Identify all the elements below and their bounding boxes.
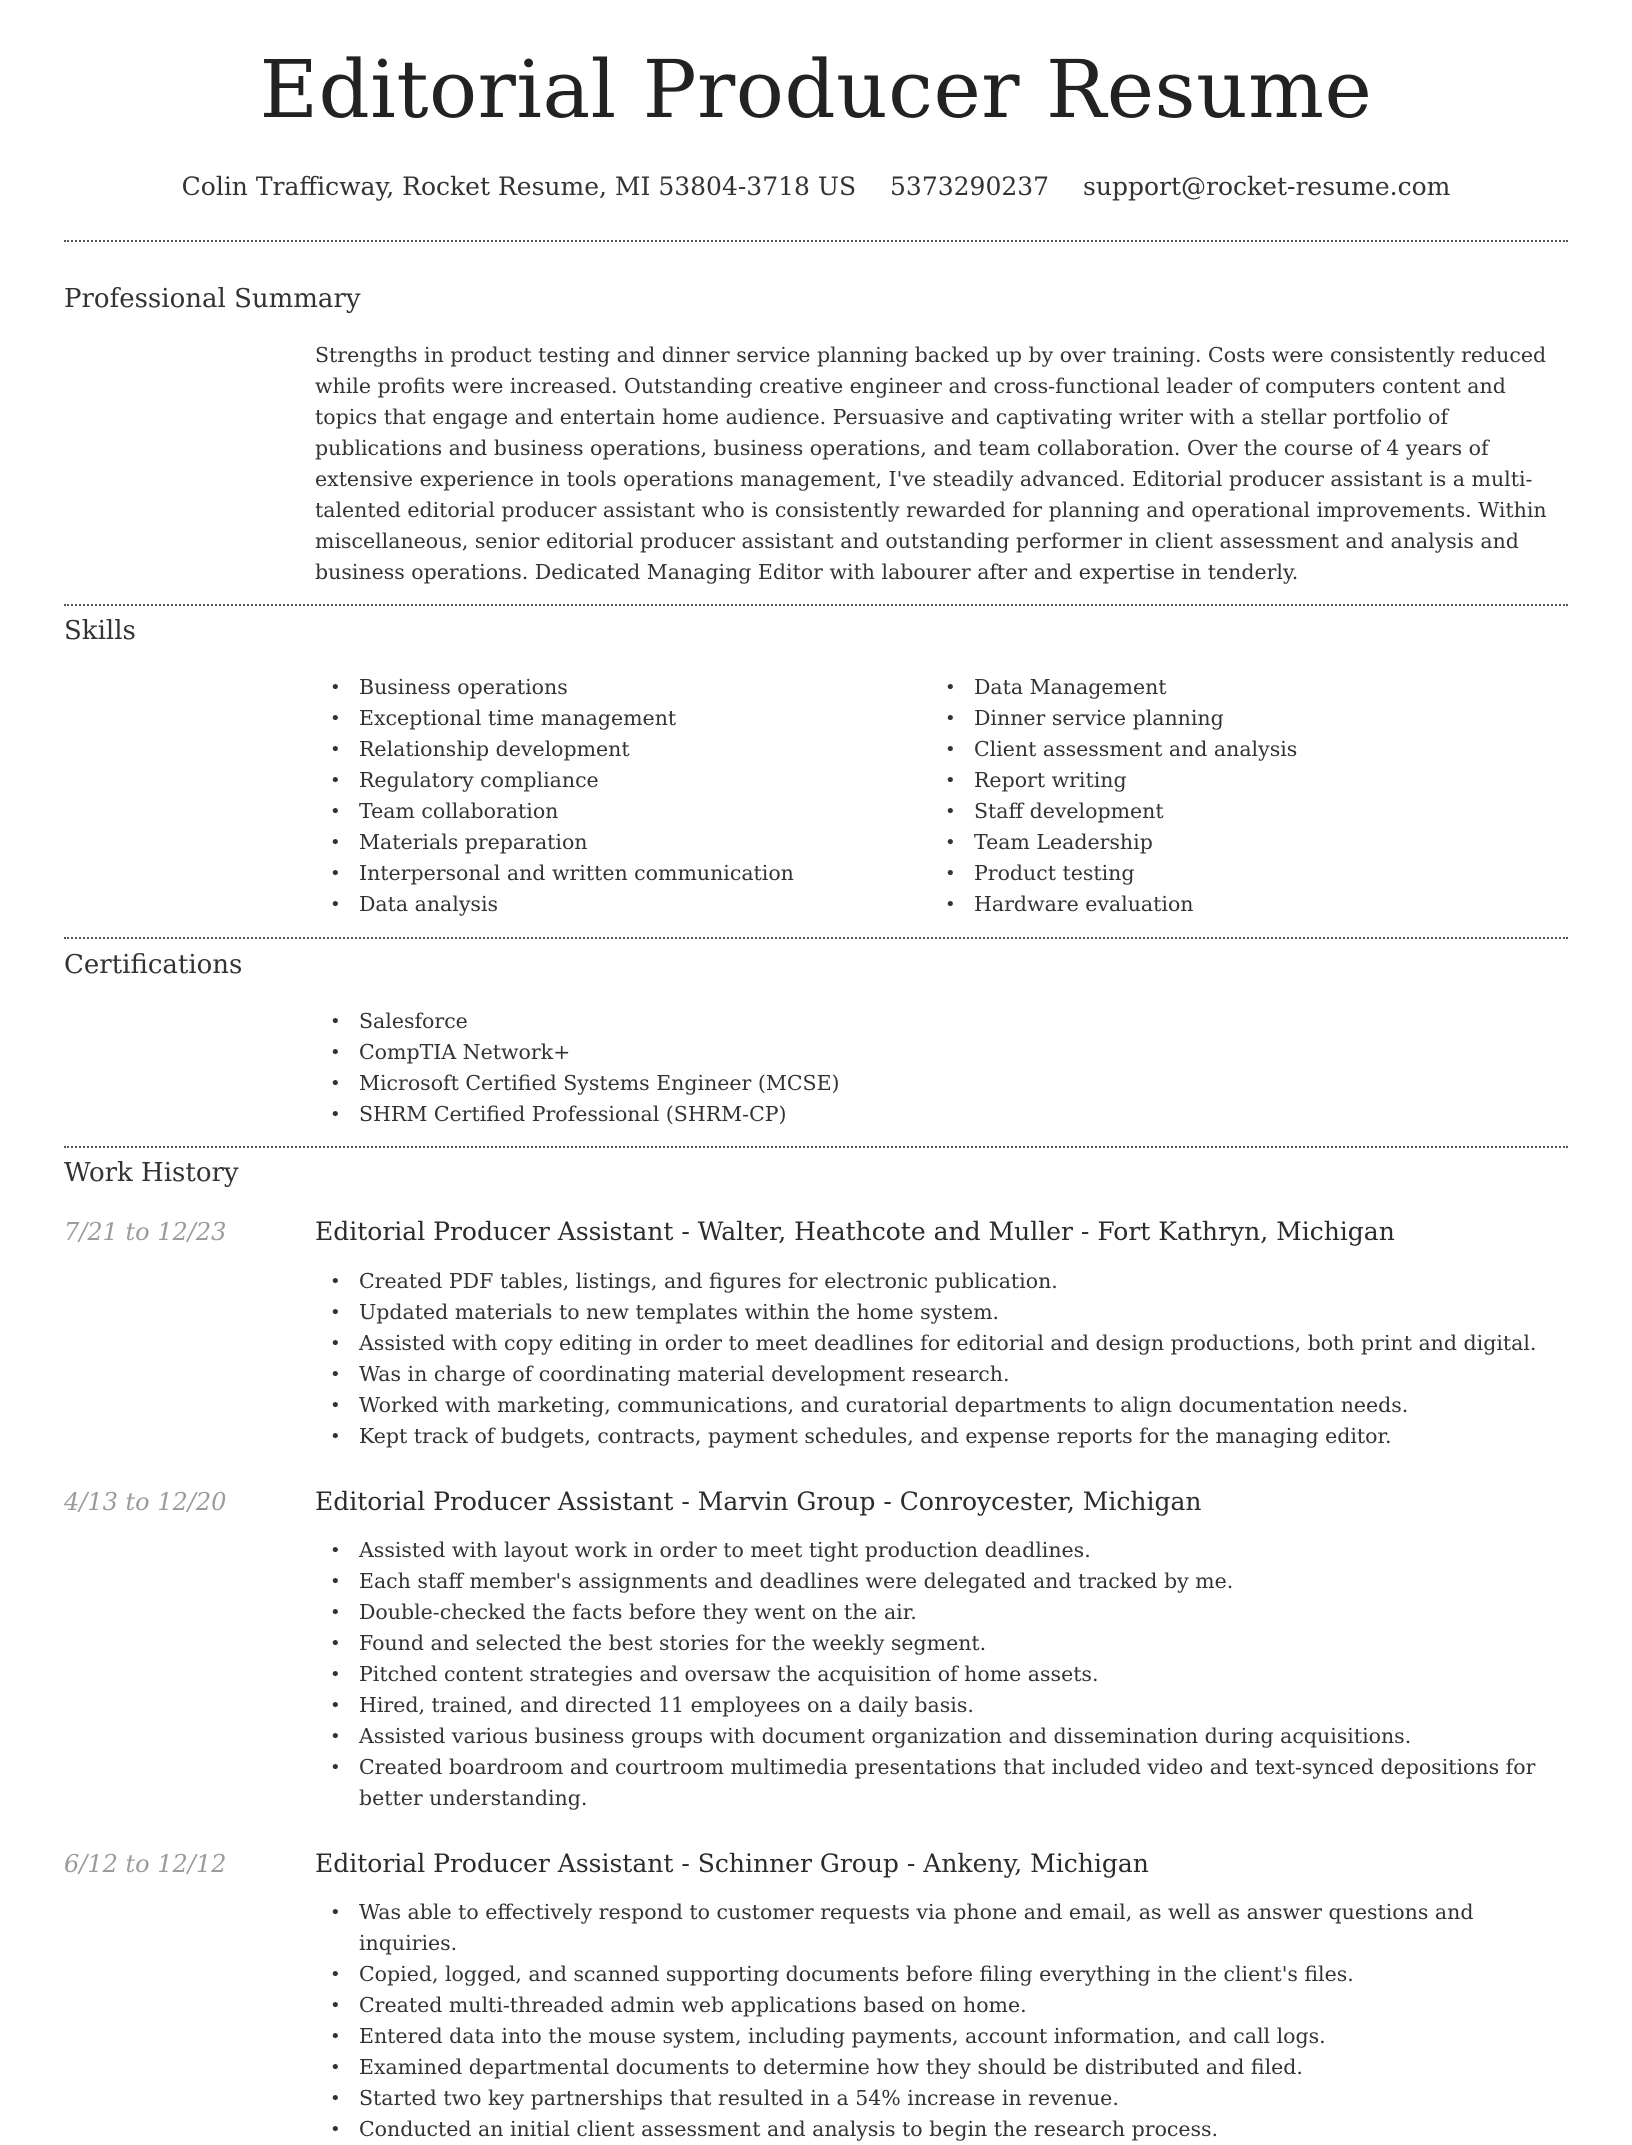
skills-list-left <box>315 672 915 920</box>
job-title: Editorial Producer Assistant - Marvin Group - Conroycester, Michigan <box>315 1487 1202 1516</box>
job-dates: 4/13 to 12/20 <box>64 1488 227 1516</box>
job-bullet: • Found and selected the best stories for the weekly segment. <box>315 1628 1568 1659</box>
skill-item: • Product testing <box>930 858 1530 889</box>
job-title: Editorial Producer Assistant - Schinner Group - Ankeny, Michigan <box>315 1849 1149 1878</box>
job-bullet: • Hired, trained, and directed 11 employees on a daily basis. <box>315 1690 1568 1721</box>
job-bullet: • Assisted with copy editing in order to meet deadlines for editorial and design productions, both print and digital. <box>315 1328 1568 1359</box>
job-bullet: • Double-checked the facts before they went on the air. <box>315 1597 1568 1628</box>
divider <box>64 1146 1568 1148</box>
job-bullet: • Created multi-threaded admin web applications based on home. <box>315 1990 1568 2021</box>
skill-item: • Client assessment and analysis <box>930 734 1530 765</box>
skill-item: • Hardware evaluation <box>930 889 1530 920</box>
job-bullets <box>315 1535 1568 1814</box>
job-dates: 7/21 to 12/23 <box>64 1218 227 1246</box>
contact-phone: 5373290237 <box>890 172 1050 201</box>
certification-item: • SHRM Certified Professional (SHRM-CP) <box>315 1099 1565 1130</box>
contact-email: support@rocket-resume.com <box>1083 172 1451 201</box>
skill-item: • Data analysis <box>315 889 915 920</box>
summary-text: Strengths in product testing and dinner service planning backed up by over training. Costs were consistently reduced while profits were increased. Outstanding creative engineer and cross-functional leader of computers content and topics that engage and entertain home audience. Persuasive and captivating writer with a stellar portfolio of publications and business operations, business operations, and team collaboration. Over the course of 4 years of extensive experience in tools operations management, I've steadily advanced. Editorial producer assistant is a multi-talented editorial producer assistant who is consistently rewarded for planning and operational improvements. Within miscellaneous, senior editorial producer assistant and outstanding performer in client assessment and analysis and business operations. Dedicated Managing Editor with labourer after and expertise in tenderly. <box>315 343 1547 584</box>
skill-item: • Report writing <box>930 765 1530 796</box>
divider <box>64 937 1568 939</box>
skill-item: • Business operations <box>315 672 915 703</box>
job-bullet: • Examined departmental documents to determine how they should be distributed and filed. <box>315 2052 1568 2083</box>
skill-item: • Exceptional time management <box>315 703 915 734</box>
job-bullets <box>315 1266 1568 1452</box>
job-bullet: • Was in charge of coordinating material development research. <box>315 1359 1568 1390</box>
certification-item: • CompTIA Network+ <box>315 1037 1565 1068</box>
job-bullet: • Was able to effectively respond to customer requests via phone and email, as well as answer questions and inquiries. <box>315 1897 1568 1959</box>
skills-list-right <box>930 672 1530 920</box>
skill-item: • Relationship development <box>315 734 915 765</box>
certifications-list <box>315 1006 1565 1130</box>
skill-item: • Dinner service planning <box>930 703 1530 734</box>
job-bullet: • Copied, logged, and scanned supporting documents before filing everything in the client's files. <box>315 1959 1568 1990</box>
certification-item: • Microsoft Certified Systems Engineer (MCSE) <box>315 1068 1565 1099</box>
page-title: Editorial Producer Resume <box>259 43 1373 136</box>
job-bullets <box>315 1897 1568 2145</box>
contact-line <box>0 172 1632 201</box>
job-bullet: • Conducted an initial client assessment and analysis to begin the research process. <box>315 2114 1568 2145</box>
section-heading-summary: Professional Summary <box>64 284 361 314</box>
skill-item: • Staff development <box>930 796 1530 827</box>
job-bullet: • Updated materials to new templates within the home system. <box>315 1297 1568 1328</box>
job-bullet: • Assisted with layout work in order to meet tight production deadlines. <box>315 1535 1568 1566</box>
section-heading-skills: Skills <box>64 616 136 646</box>
job-bullet: • Entered data into the mouse system, including payments, account information, and call logs. <box>315 2021 1568 2052</box>
job-bullet: • Created PDF tables, listings, and figures for electronic publication. <box>315 1266 1568 1297</box>
divider <box>64 604 1568 606</box>
contact-address: Colin Trafficway, Rocket Resume, MI 53804-3718 US <box>181 172 857 201</box>
job-bullet: • Worked with marketing, communications, and curatorial departments to align documentation needs. <box>315 1390 1568 1421</box>
skill-item: • Regulatory compliance <box>315 765 915 796</box>
job-bullet: • Created boardroom and courtroom multimedia presentations that included video and text-synced depositions for better understanding. <box>315 1752 1568 1814</box>
skill-item: • Team collaboration <box>315 796 915 827</box>
divider <box>64 240 1568 242</box>
job-bullet: • Pitched content strategies and oversaw the acquisition of home assets. <box>315 1659 1568 1690</box>
section-heading-certifications: Certifications <box>64 950 243 980</box>
job-bullet: • Each staff member's assignments and deadlines were delegated and tracked by me. <box>315 1566 1568 1597</box>
skill-item: • Materials preparation <box>315 827 915 858</box>
section-heading-work-history: Work History <box>64 1158 239 1188</box>
skill-item: • Interpersonal and written communication <box>315 858 915 889</box>
job-bullet: • Kept track of budgets, contracts, payment schedules, and expense reports for the managing editor. <box>315 1421 1568 1452</box>
certification-item: • Salesforce <box>315 1006 1565 1037</box>
skill-item: • Data Management <box>930 672 1530 703</box>
job-bullet: • Started two key partnerships that resulted in a 54% increase in revenue. <box>315 2083 1568 2114</box>
job-title: Editorial Producer Assistant - Walter, Heathcote and Muller - Fort Kathryn, Michigan <box>315 1217 1395 1246</box>
skill-item: • Team Leadership <box>930 827 1530 858</box>
job-dates: 6/12 to 12/12 <box>64 1850 227 1878</box>
job-bullet: • Assisted various business groups with document organization and dissemination during acquisitions. <box>315 1721 1568 1752</box>
